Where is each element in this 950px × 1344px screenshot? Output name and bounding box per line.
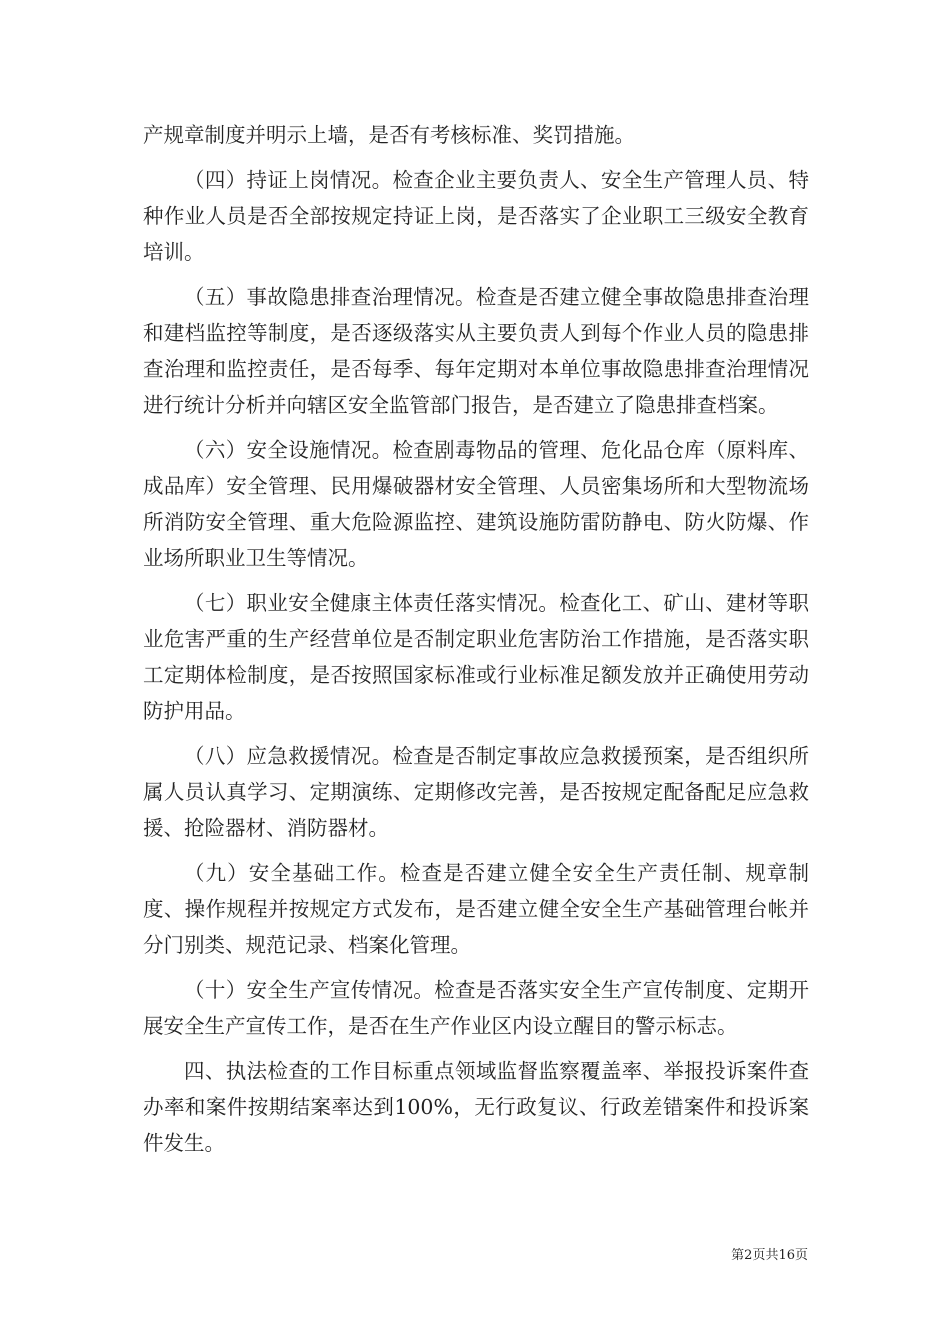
document-body (143, 117, 809, 1170)
paragraph-part-four: 四、执法检查的工作目标重点领域监督监察覆盖率、举报投诉案件查办率和案件按期结案率达到100%，无行政复议、行政差错案件和投诉案件发生。 (143, 1059, 809, 1155)
paragraph-section-9: （九）安全基础工作。检查是否建立健全安全生产责任制、规章制度、操作规程并按规定方式发布，是否建立健全安全生产基础管理台帐并分门别类、规范记录、档案化管理。 (143, 861, 809, 957)
page-number-footer: 第2页共16页 (731, 1248, 808, 1263)
paragraph-section-6: （六）安全设施情况。检查剧毒物品的管理、危化品仓库（原料库、成品库）安全管理、民用爆破器材安全管理、人员密集场所和大型物流场所消防安全管理、重大危险源监控、建筑设施防雷防静电、防火防爆、作业场所职业卫生等情况。 (143, 438, 809, 570)
paragraph-section-4: （四）持证上岗情况。检查企业主要负责人、安全生产管理人员、特种作业人员是否全部按规定持证上岗，是否落实了企业职工三级安全教育培训。 (143, 168, 809, 264)
paragraph-section-8: （八）应急救援情况。检查是否制定事故应急救援预案，是否组织所属人员认真学习、定期演练、定期修改完善，是否按规定配备配足应急救援、抢险器材、消防器材。 (143, 744, 809, 840)
paragraph-section-7: （七）职业安全健康主体责任落实情况。检查化工、矿山、建材等职业危害严重的生产经营单位是否制定职业危害防治工作措施，是否落实职工定期体检制度，是否按照国家标准或行业标准足额发放并正确使用劳动防护用品。 (143, 591, 809, 723)
paragraph-section-5: （五）事故隐患排查治理情况。检查是否建立健全事故隐患排查治理和建档监控等制度，是否逐级落实从主要负责人到每个作业人员的隐患排查治理和监控责任，是否每季、每年定期对本单位事故隐患排查治理情况进行统计分析并向辖区安全监管部门报告，是否建立了隐患排查档案。 (143, 285, 809, 417)
paragraph-section-10: （十）安全生产宣传情况。检查是否落实安全生产宣传制度、定期开展安全生产宣传工作，是否在生产作业区内设立醒目的警示标志。 (143, 978, 809, 1038)
paragraph-continuation: 产规章制度并明示上墙，是否有考核标准、奖罚措施。 (143, 123, 635, 147)
